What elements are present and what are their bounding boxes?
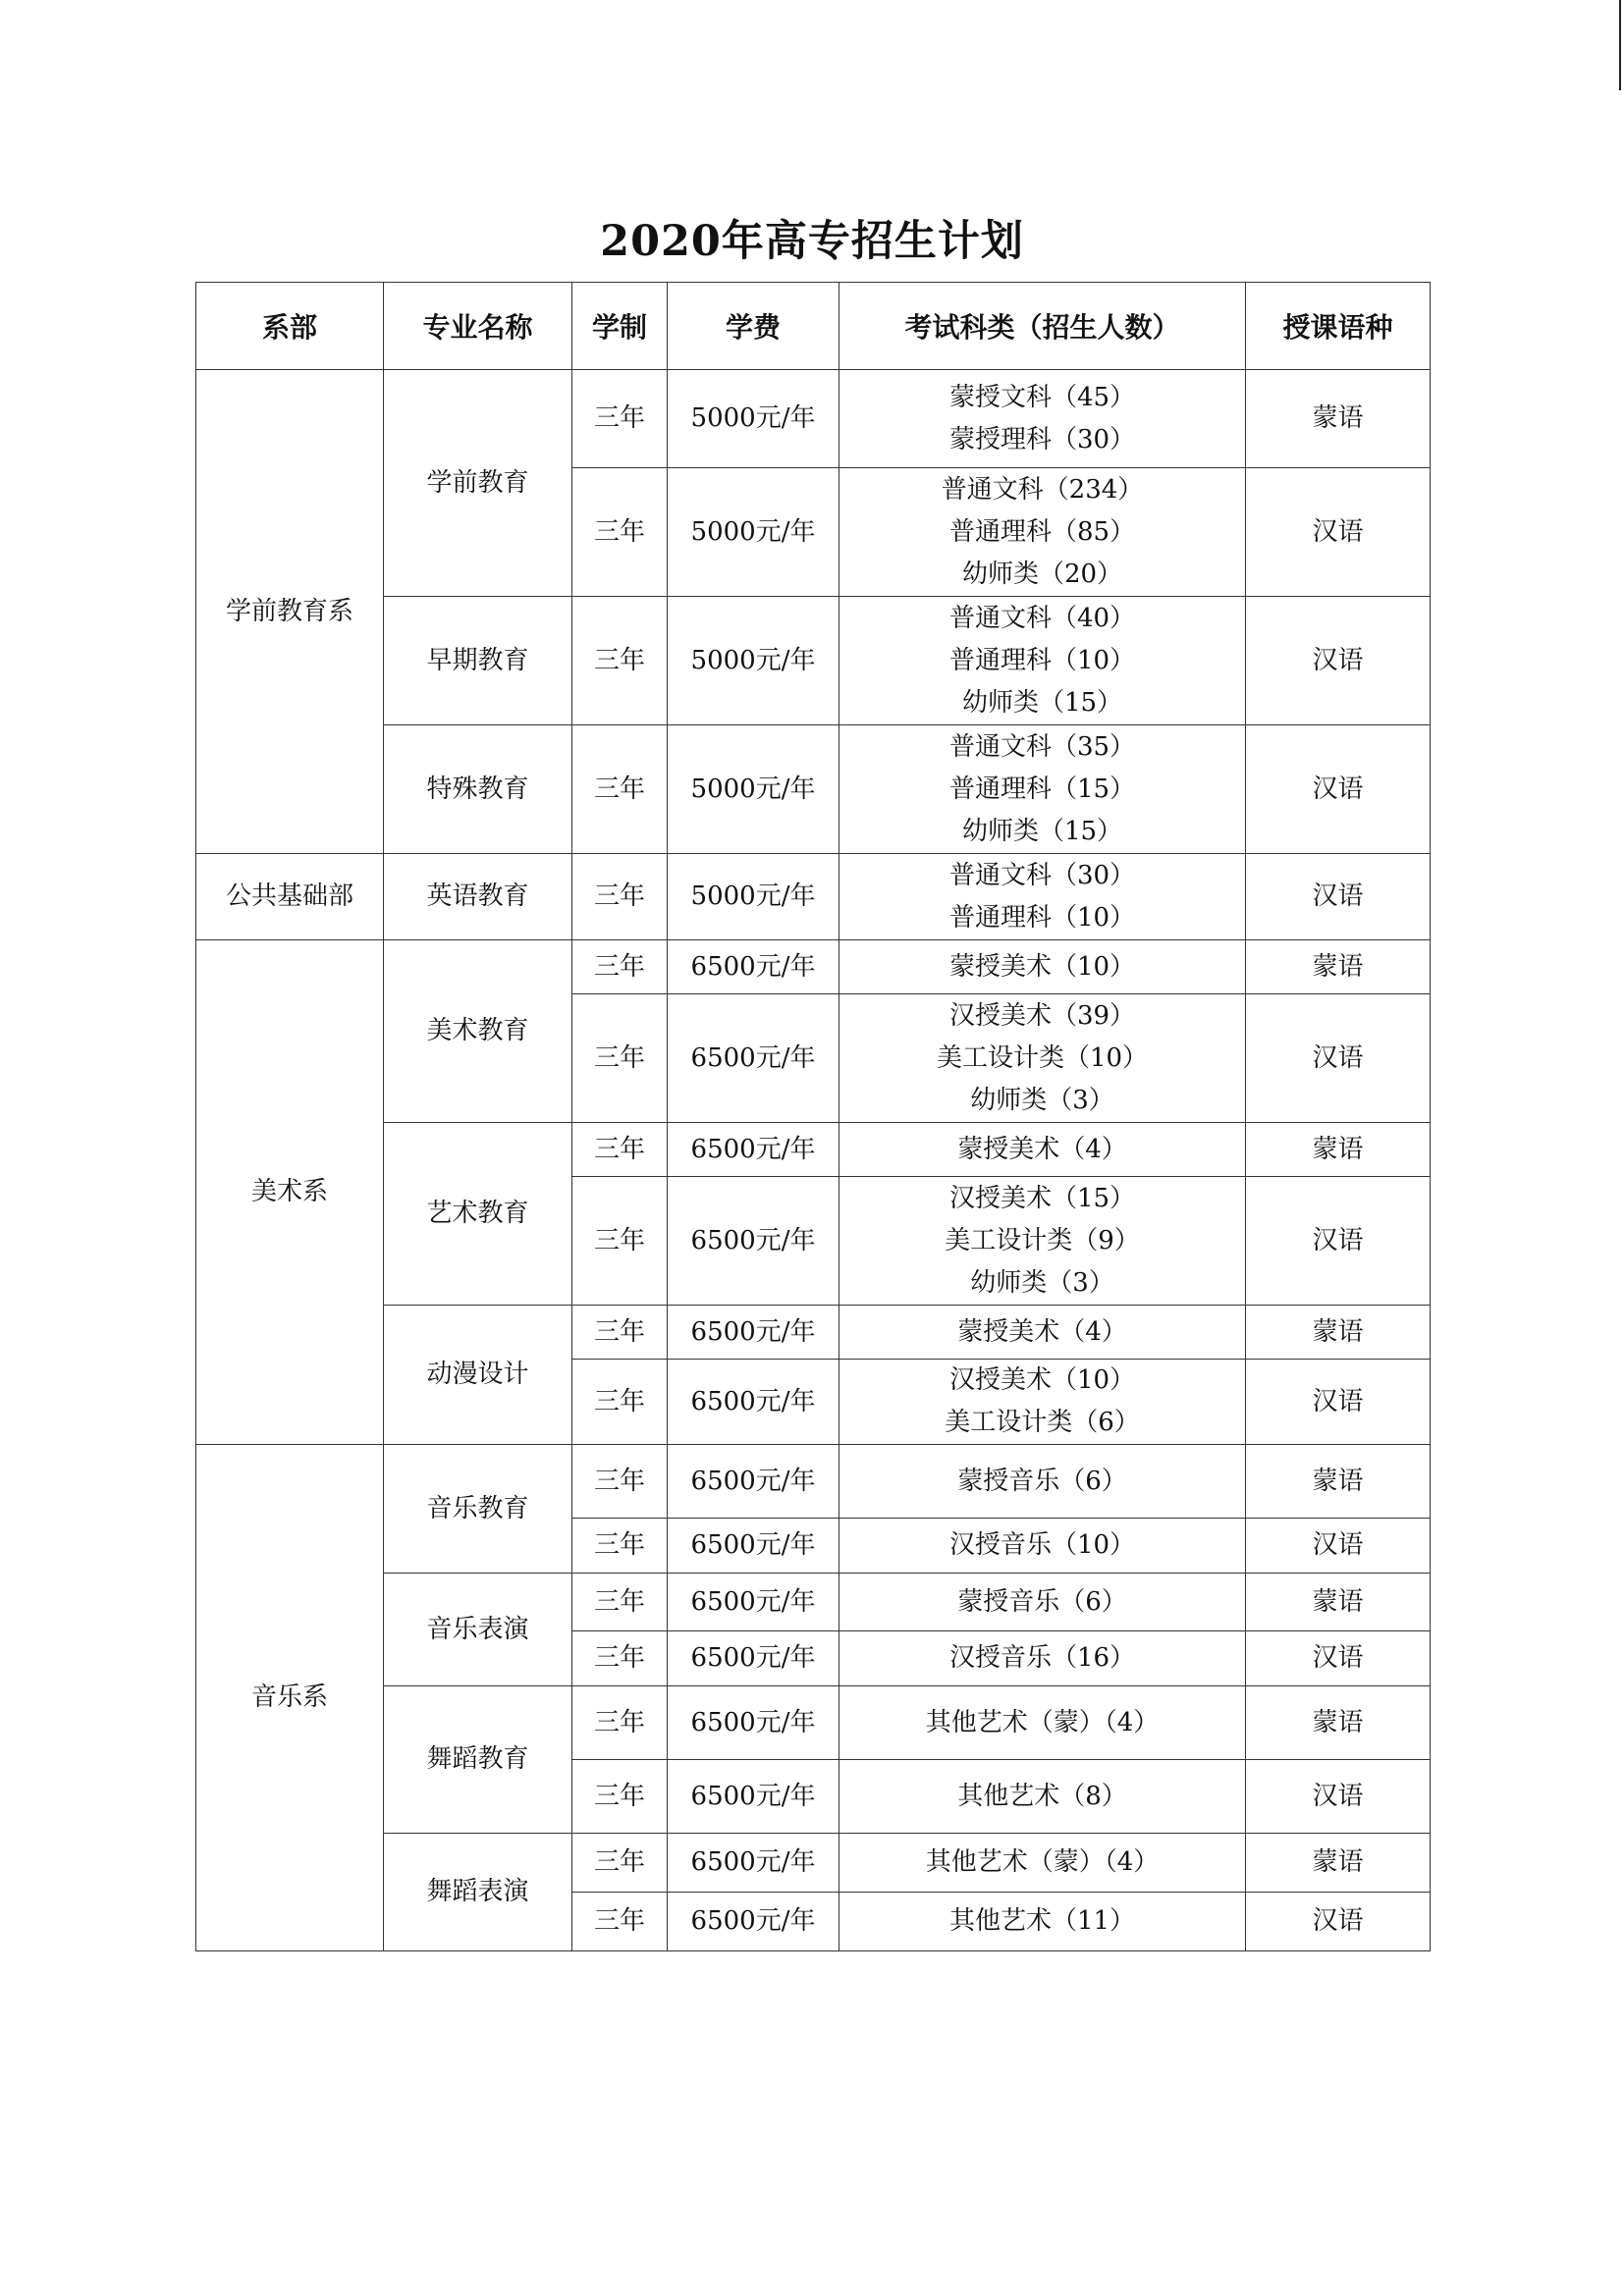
duration-cell: 三年 — [572, 1360, 668, 1445]
subjects-cell — [839, 468, 1246, 597]
subject-line: 美工设计类（9） — [945, 1225, 1140, 1255]
fee-cell: 6500元/年 — [668, 940, 839, 994]
subjects-cell — [839, 725, 1246, 854]
subject-line: 汉授美术（15） — [948, 1183, 1136, 1213]
major-cell: 艺术教育 — [384, 1123, 572, 1306]
language-cell: 汉语 — [1246, 1360, 1431, 1445]
fee-cell: 6500元/年 — [668, 1686, 839, 1760]
subject-line: 其他艺术（蒙）（4） — [925, 1707, 1160, 1737]
department-cell: 学前教育系 — [196, 370, 384, 854]
major-cell: 学前教育 — [384, 370, 572, 597]
duration-cell: 三年 — [572, 994, 668, 1123]
major-cell: 早期教育 — [384, 597, 572, 725]
subjects-cell — [839, 1445, 1246, 1519]
subject-line: 其他艺术（11） — [948, 1906, 1136, 1936]
subject-line: 蒙授美术（4） — [957, 1316, 1127, 1347]
subject-line: 普通理科（10） — [948, 645, 1136, 675]
table-row — [196, 1445, 1431, 1519]
major-cell: 舞蹈教育 — [384, 1686, 572, 1834]
department-cell: 音乐系 — [196, 1445, 384, 1951]
fee-cell: 6500元/年 — [668, 1360, 839, 1445]
subjects-cell — [839, 1631, 1246, 1686]
table-row — [196, 854, 1431, 940]
duration-cell: 三年 — [572, 1893, 668, 1951]
subjects-cell — [839, 1893, 1246, 1951]
duration-cell: 三年 — [572, 1760, 668, 1834]
department-cell: 美术系 — [196, 940, 384, 1445]
subject-line: 美工设计类（6） — [945, 1408, 1140, 1437]
subjects-cell — [839, 1123, 1246, 1177]
subject-line: 普通理科（15） — [948, 774, 1136, 804]
subject-line: 蒙授理科（30） — [948, 424, 1136, 454]
page-title: 2020年高专招生计划 — [600, 217, 1024, 266]
subject-line: 普通文科（234） — [941, 474, 1144, 505]
fee-cell: 6500元/年 — [668, 1177, 839, 1306]
subject-line: 普通理科（10） — [948, 902, 1136, 933]
subjects-cell — [839, 1519, 1246, 1574]
major-cell: 英语教育 — [384, 854, 572, 940]
subject-line: 蒙授美术（10） — [948, 951, 1136, 982]
duration-cell: 三年 — [572, 370, 668, 468]
header-cell: 专业名称 — [384, 283, 572, 370]
subject-line: 汉授美术（39） — [948, 1000, 1136, 1031]
fee-cell: 5000元/年 — [668, 725, 839, 854]
subject-line: 普通文科（30） — [948, 860, 1136, 890]
duration-cell: 三年 — [572, 1123, 668, 1177]
major-cell: 特殊教育 — [384, 725, 572, 854]
language-cell: 蒙语 — [1246, 1445, 1431, 1519]
fee-cell: 6500元/年 — [668, 1123, 839, 1177]
subject-line: 汉授美术（10） — [948, 1365, 1136, 1395]
fee-cell: 6500元/年 — [668, 1519, 839, 1574]
major-cell: 音乐教育 — [384, 1445, 572, 1574]
enrollment-plan-table — [195, 282, 1431, 1951]
page-edge-mark — [1619, 0, 1621, 90]
duration-cell: 三年 — [572, 1686, 668, 1760]
subjects-cell — [839, 994, 1246, 1123]
subjects-cell — [839, 1686, 1246, 1760]
table-body — [196, 370, 1431, 1951]
subject-line: 美工设计类（10） — [936, 1042, 1149, 1073]
table-row — [196, 940, 1431, 994]
duration-cell: 三年 — [572, 940, 668, 994]
fee-cell: 6500元/年 — [668, 1306, 839, 1360]
subject-line: 其他艺术（8） — [957, 1781, 1127, 1811]
subjects-cell — [839, 1306, 1246, 1360]
language-cell: 汉语 — [1246, 854, 1431, 940]
fee-cell: 6500元/年 — [668, 1574, 839, 1631]
duration-cell: 三年 — [572, 725, 668, 854]
language-cell: 蒙语 — [1246, 1306, 1431, 1360]
major-cell: 舞蹈表演 — [384, 1834, 572, 1951]
subject-line: 幼师类（15） — [961, 687, 1123, 718]
subject-line: 蒙授美术（4） — [957, 1134, 1127, 1164]
subjects-cell — [839, 854, 1246, 940]
language-cell: 汉语 — [1246, 1177, 1431, 1306]
header-cell: 学费 — [668, 283, 839, 370]
subject-line: 幼师类（3） — [970, 1267, 1114, 1298]
subject-line: 普通文科（35） — [948, 731, 1136, 762]
table-header-row — [196, 283, 1431, 370]
duration-cell: 三年 — [572, 1631, 668, 1686]
language-cell: 汉语 — [1246, 1893, 1431, 1951]
subject-line: 普通理科（85） — [948, 516, 1136, 547]
fee-cell: 5000元/年 — [668, 468, 839, 597]
language-cell: 汉语 — [1246, 994, 1431, 1123]
duration-cell: 三年 — [572, 1306, 668, 1360]
header-cell: 学制 — [572, 283, 668, 370]
fee-cell: 6500元/年 — [668, 1893, 839, 1951]
fee-cell: 5000元/年 — [668, 370, 839, 468]
language-cell: 蒙语 — [1246, 1686, 1431, 1760]
subject-line: 普通文科（40） — [948, 603, 1136, 633]
subjects-cell — [839, 1360, 1246, 1445]
duration-cell: 三年 — [572, 1834, 668, 1893]
duration-cell: 三年 — [572, 1445, 668, 1519]
subjects-cell — [839, 940, 1246, 994]
subject-line: 蒙授音乐（6） — [957, 1586, 1127, 1617]
subject-line: 幼师类（15） — [961, 816, 1123, 846]
language-cell: 汉语 — [1246, 1519, 1431, 1574]
language-cell: 蒙语 — [1246, 1123, 1431, 1177]
language-cell: 汉语 — [1246, 1631, 1431, 1686]
header-cell: 授课语种 — [1246, 283, 1431, 370]
subjects-cell — [839, 1760, 1246, 1834]
language-cell: 汉语 — [1246, 468, 1431, 597]
subject-line: 其他艺术（蒙）（4） — [925, 1847, 1160, 1877]
fee-cell: 6500元/年 — [668, 1445, 839, 1519]
table-row — [196, 370, 1431, 468]
fee-cell: 6500元/年 — [668, 1760, 839, 1834]
subject-line: 汉授音乐（10） — [948, 1530, 1136, 1560]
major-cell: 音乐表演 — [384, 1574, 572, 1686]
subject-line: 幼师类（20） — [961, 559, 1123, 589]
fee-cell: 6500元/年 — [668, 994, 839, 1123]
language-cell: 蒙语 — [1246, 1574, 1431, 1631]
subject-line: 蒙授音乐（6） — [957, 1466, 1127, 1496]
duration-cell: 三年 — [572, 1574, 668, 1631]
language-cell: 蒙语 — [1246, 370, 1431, 468]
department-cell: 公共基础部 — [196, 854, 384, 940]
language-cell: 蒙语 — [1246, 1834, 1431, 1893]
language-cell: 汉语 — [1246, 597, 1431, 725]
subjects-cell — [839, 597, 1246, 725]
major-cell: 美术教育 — [384, 940, 572, 1123]
duration-cell: 三年 — [572, 1519, 668, 1574]
subjects-cell — [839, 1574, 1246, 1631]
major-cell: 动漫设计 — [384, 1306, 572, 1445]
duration-cell: 三年 — [572, 597, 668, 725]
duration-cell: 三年 — [572, 468, 668, 597]
fee-cell: 5000元/年 — [668, 854, 839, 940]
fee-cell: 6500元/年 — [668, 1631, 839, 1686]
subject-line: 蒙授文科（45） — [948, 382, 1136, 412]
duration-cell: 三年 — [572, 854, 668, 940]
subjects-cell — [839, 1177, 1246, 1306]
fee-cell: 5000元/年 — [668, 597, 839, 725]
language-cell: 蒙语 — [1246, 940, 1431, 994]
language-cell: 汉语 — [1246, 725, 1431, 854]
duration-cell: 三年 — [572, 1177, 668, 1306]
header-cell: 系部 — [196, 283, 384, 370]
subject-line: 汉授音乐（16） — [948, 1643, 1136, 1673]
language-cell: 汉语 — [1246, 1760, 1431, 1834]
subjects-cell — [839, 370, 1246, 468]
fee-cell: 6500元/年 — [668, 1834, 839, 1893]
header-cell: 考试科类（招生人数） — [839, 283, 1246, 370]
subject-line: 幼师类（3） — [970, 1085, 1114, 1115]
subjects-cell — [839, 1834, 1246, 1893]
